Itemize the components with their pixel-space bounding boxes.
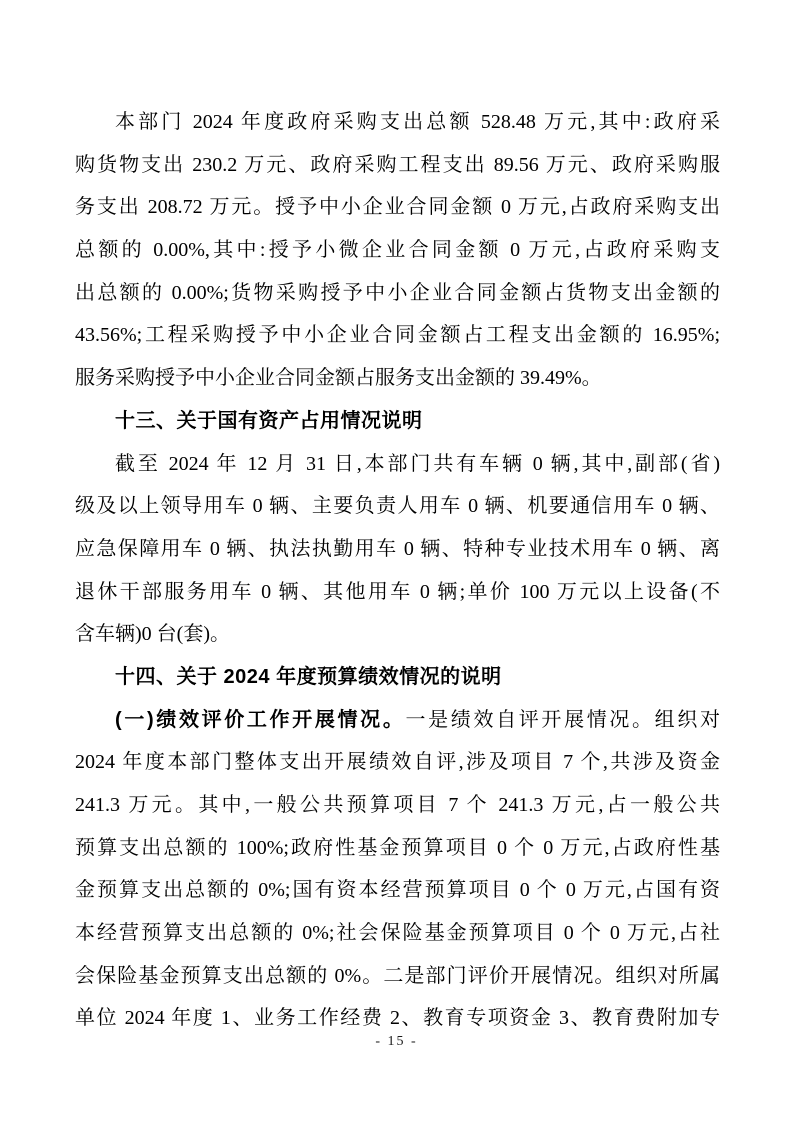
paragraph-line: 本部门 2024 年度政府采购支出总额 528.48 万元,其中:政府采 [115, 111, 720, 133]
paragraph-line: 241.3 万元。其中,一般公共预算项目 7 个 241.3 万元,占一般公共 [75, 794, 720, 816]
paragraph-line: 43.56%;工程采购授予中小企业合同金额占工程支出金额的 16.95%; [75, 324, 720, 347]
paragraph-line: 金预算支出总额的 0%;国有资本经营预算项目 0 个 0 万元,占国有资 [75, 879, 720, 902]
paragraph-line: 2024 年度本部门整体支出开展绩效自评,涉及项目 7 个,共涉及资金 [75, 751, 720, 774]
paragraph-text: 一是绩效自评开展情况。组织对 [405, 708, 720, 731]
paragraph-line: 本经营预算支出总额的 0%;社会保险基金预算项目 0 个 0 万元,占社 [75, 922, 720, 945]
section-14-heading: 十四、关于 2024 年度预算绩效情况的说明 [115, 665, 502, 688]
paragraph-line: 含车辆)0 台(套)。 [75, 623, 230, 646]
paragraph-line: 截至 2024 年 12 月 31 日,本部门共有车辆 0 辆,其中,副部(省) [115, 452, 720, 475]
paragraph-line: 购货物支出 230.2 万元、政府采购工程支出 89.56 万元、政府采购服 [75, 153, 720, 176]
paragraph-line: 总额的 0.00%,其中:授予小微企业合同金额 0 万元,占政府采购支 [75, 239, 720, 262]
section-13-heading: 十三、关于国有资产占用情况说明 [115, 409, 423, 432]
paragraph-bold-lead: (一)绩效评价工作开展情况。 [115, 708, 406, 731]
paragraph-line: 务支出 208.72 万元。授予中小企业合同金额 0 万元,占政府采购支出 [75, 196, 720, 219]
paragraph-line: 预算支出总额的 100%;政府性基金预算项目 0 个 0 万元,占政府性基 [75, 836, 720, 859]
paragraph-line: 级及以上领导用车 0 辆、主要负责人用车 0 辆、机要通信用车 0 辆、 [75, 495, 720, 518]
paragraph-line: 退休干部服务用车 0 辆、其他用车 0 辆;单价 100 万元以上设备(不 [75, 580, 720, 603]
paragraph-line: 会保险基金预算支出总额的 0%。二是部门评价开展情况。组织对所属 [75, 964, 720, 987]
paragraph-line: 单位 2024 年度 1、业务工作经费 2、教育专项资金 3、教育费附加专 [75, 1007, 720, 1030]
page-number: - 15 - [375, 1034, 418, 1049]
paragraph-line: 服务采购授予中小企业合同金额占服务支出金额的 39.49%。 [75, 367, 602, 390]
paragraph-line: 出总额的 0.00%;货物采购授予中小企业合同金额占货物支出金额的 [75, 281, 720, 304]
document-content [75, 101, 720, 1040]
paragraph-line [75, 699, 720, 742]
paragraph-line: 应急保障用车 0 辆、执法执勤用车 0 辆、特种专业技术用车 0 辆、离 [75, 537, 720, 560]
